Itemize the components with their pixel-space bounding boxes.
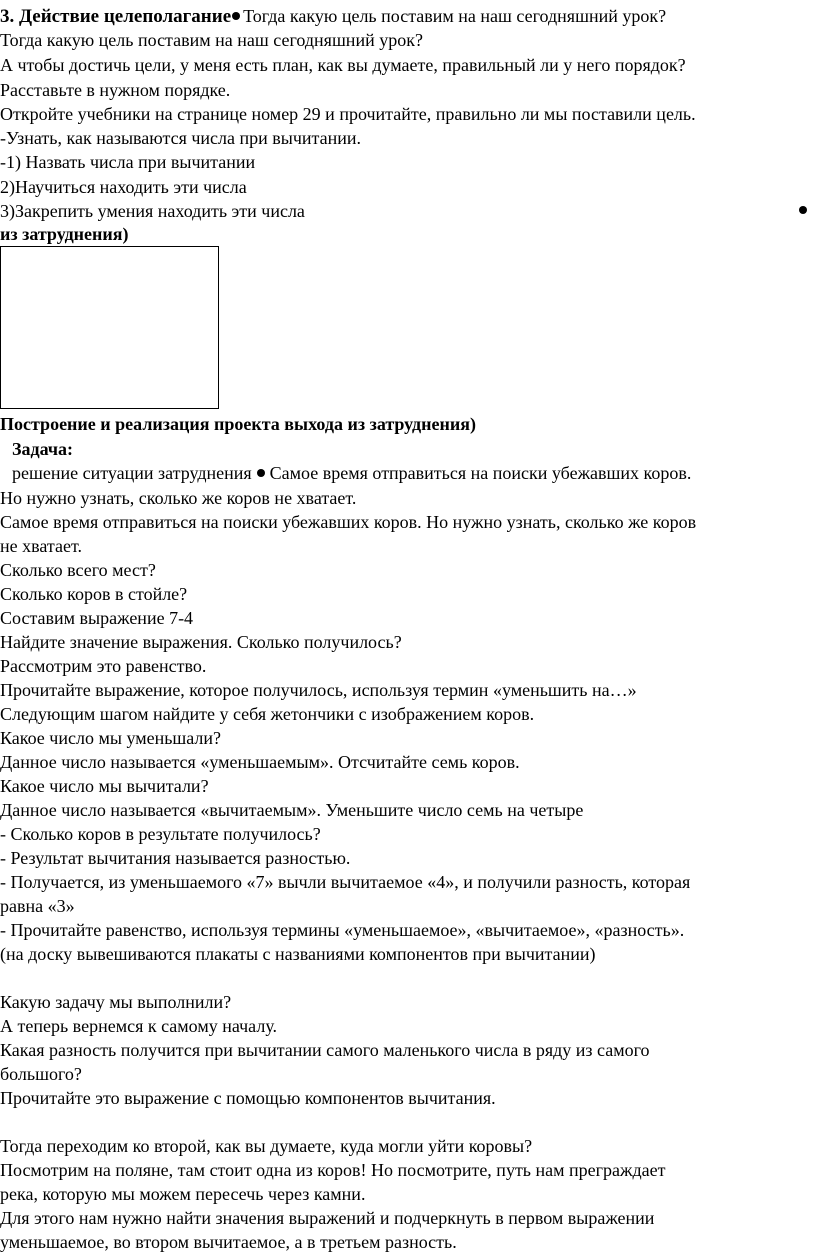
text-line: А чтобы достичь цели, у меня есть план, как вы думаете, правильный ли у него порядок? bbox=[0, 55, 686, 75]
text-line: Какую задачу мы выполнили? bbox=[0, 992, 232, 1012]
task-text-after: Самое время отправиться на поиски убежавших коров. bbox=[269, 463, 692, 483]
text-line: Для этого нам нужно найти значения выражений и подчеркнуть в первом выражении bbox=[0, 1208, 655, 1228]
text-line: Какое число мы вычитали? bbox=[0, 776, 209, 796]
project-heading: Построение и реализация проекта выхода из затруднения) bbox=[0, 414, 476, 434]
text-line: Какая разность получится при вычитании самого маленького числа в ряду из самого bbox=[0, 1040, 650, 1060]
list-item: -1) Назвать числа при вычитании bbox=[0, 152, 256, 172]
bold-fragment: из затруднения) bbox=[0, 224, 129, 244]
text-line: - Результат вычитания называется разностью. bbox=[0, 848, 351, 868]
text-line: уменьшаемое, во втором вычитаемое, а в третьем разность. bbox=[0, 1232, 457, 1252]
text-line: Сколько всего мест? bbox=[0, 560, 156, 580]
text-line: Найдите значение выражения. Сколько получилось? bbox=[0, 632, 402, 652]
list-item: 3)Закрепить умения находить эти числа bbox=[0, 201, 305, 221]
text-line: Какое число мы уменьшали? bbox=[0, 728, 222, 748]
text-line: Рассмотрим это равенство. bbox=[0, 656, 207, 676]
heading-title: 3. Действие целеполагание bbox=[0, 6, 232, 27]
text-line: Посмотрим на поляне, там стоит одна из коров! Но посмотрите, путь нам преграждает bbox=[0, 1160, 666, 1180]
text-line: не хватает. bbox=[0, 536, 82, 556]
text-line: большого? bbox=[0, 1064, 82, 1084]
text-line: Но нужно узнать, сколько же коров не хватает. bbox=[0, 488, 357, 508]
bullet-icon bbox=[232, 12, 240, 20]
text-line: Самое время отправиться на поиски убежавших коров. Но нужно узнать, сколько же коров bbox=[0, 512, 697, 532]
text-line: Тогда переходим ко второй, как вы думаете, куда могли уйти коровы? bbox=[0, 1136, 533, 1156]
list-item: 2)Научиться находить эти числа bbox=[0, 177, 247, 197]
text-line: - Сколько коров в результате получилось? bbox=[0, 824, 321, 844]
text-line: Прочитайте выражение, которое получилось, используя термин «уменьшить на…» bbox=[0, 680, 637, 700]
text-line: Следующим шагом найдите у себя жетончики с изображением коров. bbox=[0, 704, 535, 724]
heading-text: Тогда какую цель поставим на наш сегодняшний урок? bbox=[243, 6, 667, 26]
text-line: Прочитайте это выражение с помощью компонентов вычитания. bbox=[0, 1088, 496, 1108]
text-line: -Узнать, как называются числа при вычитании. bbox=[0, 128, 362, 148]
task-label: Задача: bbox=[12, 439, 74, 459]
text-line: Откройте учебники на странице номер 29 и прочитайте, правильно ли мы поставили цель. bbox=[0, 104, 696, 124]
text-line: - Получается, из уменьшаемого «7» вычли вычитаемое «4», и получили разность, которая bbox=[0, 872, 691, 892]
text-line: А теперь вернемся к самому началу. bbox=[0, 1016, 278, 1036]
text-line: Составим выражение 7-4 bbox=[0, 608, 194, 628]
text-line: река, которую мы можем пересечь через камни. bbox=[0, 1184, 366, 1204]
text-line: Тогда какую цель поставим на наш сегодняшний урок? bbox=[0, 30, 423, 50]
task-line bbox=[12, 461, 691, 485]
task-text: решение ситуации затруднения bbox=[12, 463, 252, 483]
text-line: (на доску вывешиваются плакаты с названиями компонентов при вычитании) bbox=[0, 944, 596, 964]
text-line: Данное число называется «уменьшаемым». Отсчитайте семь коров. bbox=[0, 752, 520, 772]
text-line: равна «3» bbox=[0, 896, 75, 916]
section-heading bbox=[0, 4, 666, 29]
text-line: - Прочитайте равенство, используя термины «уменьшаемое», «вычитаемое», «разность». bbox=[0, 920, 685, 940]
bullet-icon bbox=[799, 206, 807, 214]
bullet-icon bbox=[257, 469, 265, 477]
empty-frame bbox=[0, 246, 219, 409]
text-line: Данное число называется «вычитаемым». Уменьшите число семь на четыре bbox=[0, 800, 584, 820]
text-line: Сколько коров в стойле? bbox=[0, 584, 188, 604]
text-line: Расставьте в нужном порядке. bbox=[0, 80, 231, 100]
